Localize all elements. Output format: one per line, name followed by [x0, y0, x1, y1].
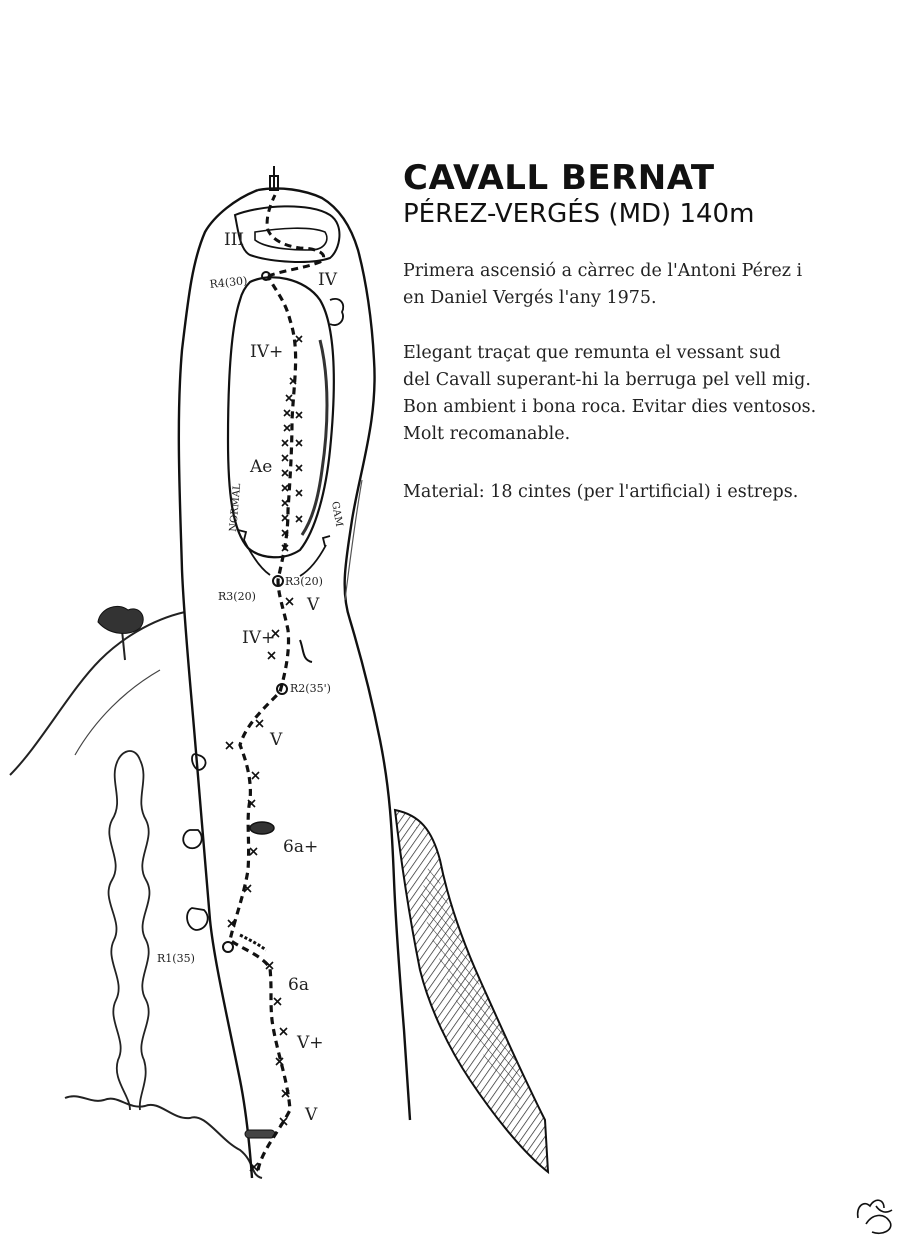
tower-inner-line: [345, 480, 362, 600]
tree-icon: [98, 606, 143, 660]
belay-r3-left-label: R3(20): [218, 590, 256, 603]
character-paragraph: [403, 340, 816, 448]
rock-ledge-base: [245, 1130, 275, 1138]
material-line: Material: 18 cintes (per l'artificial) i estreps.: [403, 482, 799, 502]
tower-outline-right: [258, 188, 410, 1120]
grade-summit-iv: IV: [318, 270, 337, 290]
grade-p1-v: V: [305, 1105, 318, 1125]
grade-p2-6aplus: 6a+: [283, 837, 319, 857]
grade-p4-aid: Ae: [250, 457, 273, 477]
character-line: Elegant traçat que remunta el vessant sud: [403, 343, 781, 363]
rock-column-left: [109, 751, 150, 1110]
grade-p3-ivplus: IV+: [242, 628, 276, 648]
berruga-wart: [228, 277, 334, 557]
character-line: Molt recomanable.: [403, 424, 571, 444]
belay-r1-icon: [223, 942, 233, 952]
belay-r2-label: R2(35'): [290, 682, 331, 695]
belay-r1-label: R1(35): [157, 952, 195, 965]
character-line: del Cavall superant-hi la berruga pel vell mig.: [403, 370, 811, 390]
grade-p1-6a: 6a: [288, 975, 309, 995]
variant-arrows: [238, 530, 330, 576]
route-line: [230, 276, 296, 1170]
grade-summit-iii: III: [224, 230, 245, 250]
belay-r3-right-label: R3(20): [285, 575, 323, 588]
variant-gam-label: GAM: [329, 500, 345, 528]
hill-outline: [10, 612, 185, 775]
grade-p3-v: V: [307, 595, 320, 615]
route-title: CAVALL BERNAT: [403, 158, 715, 198]
history-paragraph: [403, 258, 802, 312]
tower-outline: [179, 190, 258, 1178]
artist-signature-logo: [858, 1200, 892, 1233]
history-line: Primera ascensió a càrrec de l'Antoni Pérez i: [403, 261, 803, 281]
rock-bump-6aplus: [250, 822, 274, 834]
material-paragraph: [403, 479, 798, 506]
hill-outline-lower: [75, 670, 160, 755]
grade-p1-vplus: V+: [297, 1033, 324, 1053]
variant-normal-label: NORMAL: [228, 482, 244, 533]
berruga-inner-shade: [302, 340, 327, 535]
grade-p4-ivplus: IV+: [250, 342, 284, 362]
ground-line: [65, 1096, 262, 1178]
belay-r4-label: R4(30): [208, 274, 248, 291]
summit-cross-icon: [270, 166, 278, 190]
character-line: Bon ambient i bona roca. Evitar dies ventosos.: [403, 397, 817, 417]
route-subtitle: PÉREZ-VERGÉS (MD) 140m: [403, 199, 755, 229]
crack-r2: [300, 640, 312, 662]
history-line: en Daniel Vergés l'any 1975.: [403, 288, 657, 308]
grade-p2-v: V: [270, 730, 283, 750]
